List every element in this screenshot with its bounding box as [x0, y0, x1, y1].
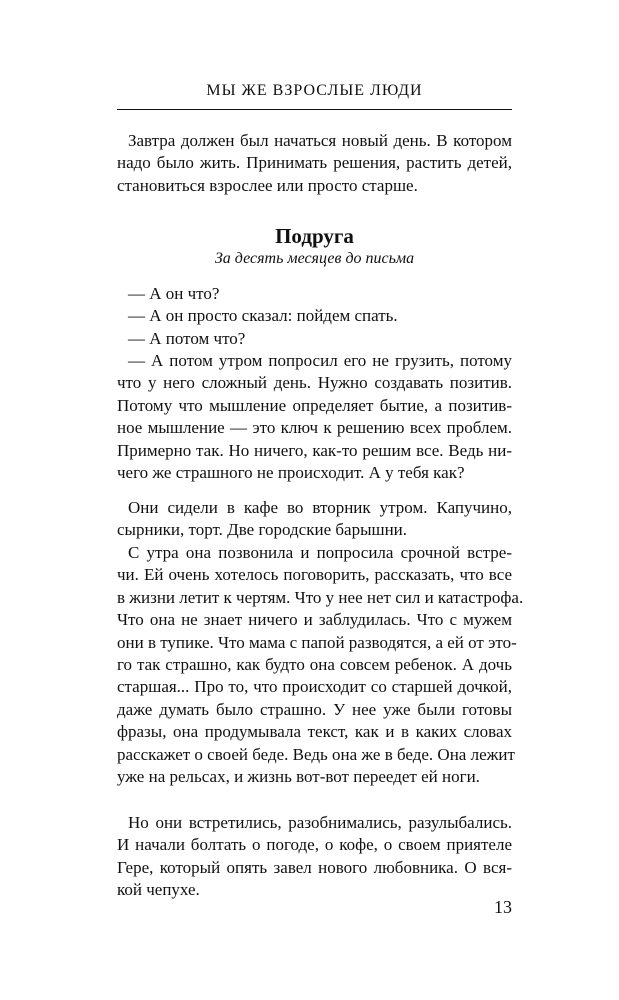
text-line: расскажет о своей беде. Ведь она же в беде. Она лежит	[117, 744, 515, 764]
text-line: старшая... Про то, что происходит со старшей дочкой,	[117, 677, 512, 697]
text-line: го так страшно, как будто она совсем ребенок. А дочь	[117, 655, 512, 675]
text-line: Потому что мышление определяет бытие, а позитив-	[117, 395, 512, 415]
text-line: Но они встретились, разобнимались, разулыбались.	[128, 813, 512, 832]
text-line: в жизни летит к чертям. Что у нее нет сил и катастрофа.	[117, 587, 524, 607]
text-line: Что она не знает ничего и заблудилась. Что с мужем	[117, 610, 512, 630]
paragraph-2	[117, 350, 512, 484]
dialogue-block	[117, 283, 512, 350]
text-line: они в тупике. Что мама с папой разводятся, а ей от это-	[117, 632, 517, 652]
text-line: даже думать было страшно. У нее уже были готовы	[117, 699, 512, 719]
text-line: что у него сложный день. Нужно создавать позитив.	[117, 373, 512, 393]
chapter-title: Подруга	[275, 224, 354, 248]
text-line: ное мышление — это ключ к решению всех проблем.	[117, 418, 512, 438]
paragraph-5	[117, 812, 512, 902]
paragraph-3	[117, 497, 512, 542]
text-line: чи. Ей очень хотелось поговорить, рассказать, что все	[117, 565, 512, 585]
text-line: уже на рельсах, и жизнь вот-вот переедет ей ноги.	[117, 767, 480, 787]
text-line: И начали болтать о погоде, о кофе, о своем приятеле	[117, 835, 512, 855]
paragraph-1	[117, 130, 512, 197]
dialogue-line: — А потом что?	[128, 328, 246, 348]
text-line: сырники, торт. Две городские барышни.	[117, 520, 408, 540]
text-line: Завтра должен был начаться новый день. В котором	[128, 131, 512, 150]
text-line: становиться взрослее или просто старше.	[117, 175, 418, 195]
header-rule	[117, 109, 512, 110]
text-line: Примерно так. Но ничего, как-то решим все. Ведь ни-	[117, 440, 512, 460]
text-line: фразы, она продумывала текст, как и в каких словах	[117, 722, 512, 742]
text-line: надо было жить. Принимать решения, растить детей,	[117, 153, 512, 173]
page-number: 13	[494, 897, 512, 917]
text-line: Они сидели в кафе во вторник утром. Капучино,	[128, 498, 512, 517]
text-line: С утра она позвонила и попросила срочной встре-	[128, 543, 512, 562]
dialogue-line: — А он просто сказал: пойдем спать.	[128, 306, 398, 326]
paragraph-4	[117, 542, 524, 788]
dialogue-line: — А он что?	[128, 284, 220, 303]
text-line: кой чепухе.	[117, 880, 200, 900]
running-head: МЫ ЖЕ ВЗРОСЛЫЕ ЛЮДИ	[206, 82, 423, 99]
text-line: чего же страшного не происходит. А у тебя как?	[117, 463, 465, 483]
chapter-subtitle: За десять месяцев до письма	[214, 250, 415, 267]
text-line: Гере, который опять завел нового любовника. О вся-	[117, 857, 512, 877]
text-line: — А потом утром попросил его не грузить, потому	[128, 351, 512, 370]
